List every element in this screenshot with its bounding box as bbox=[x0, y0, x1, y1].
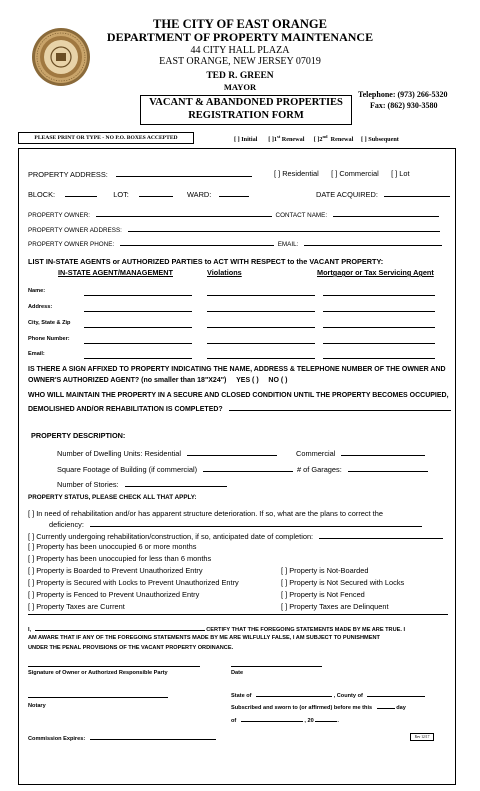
telephone: Telephone: (973) 266-5320 bbox=[358, 90, 448, 99]
city-seal-logo bbox=[31, 27, 91, 87]
commercial-checkbox[interactable]: [ ] Commercial bbox=[331, 169, 379, 178]
rehab-underway-checkbox[interactable]: [ ] Currently undergoing rehabilitation/construction, if so, anticipated date of completion: bbox=[28, 532, 314, 541]
state-field[interactable] bbox=[256, 691, 332, 697]
sign-no-checkbox[interactable]: NO ( ) bbox=[268, 377, 288, 384]
agent-row-label: Email: bbox=[28, 351, 45, 357]
contact-name-label: CONTACT NAME: bbox=[275, 212, 328, 219]
initial-checkbox[interactable]: [ ] Initial bbox=[234, 136, 258, 144]
date-acquired-field[interactable] bbox=[384, 189, 450, 197]
county-field[interactable] bbox=[367, 691, 425, 697]
date-acquired-row bbox=[316, 189, 450, 199]
contact-name-field[interactable] bbox=[333, 209, 439, 217]
owner-field[interactable] bbox=[96, 209, 272, 217]
deficiency-label: deficiency: bbox=[49, 520, 84, 529]
owner-label: PROPERTY OWNER: bbox=[28, 212, 91, 219]
print-instruction: PLEASE PRINT OR TYPE - NO P.O. BOXES ACCEPTED bbox=[18, 132, 194, 144]
agents-heading: LIST IN-STATE AGENTS or AUTHORIZED PARTIES to ACT WITH RESPECT to the VACANT PROPERTY: bbox=[28, 257, 384, 266]
garages-row bbox=[297, 464, 428, 474]
agent-field-line[interactable] bbox=[84, 358, 192, 359]
sign-question-line1: IS THERE A SIGN AFFIXED TO PROPERTY INDICATING THE NAME, ADDRESS & TELEPHONE NUMBER OF THE OWNER AND bbox=[28, 366, 446, 373]
boarded-checkbox[interactable]: [ ] Property is Boarded to Prevent Unauthorized Entry bbox=[28, 566, 203, 575]
garages-label: # of Garages: bbox=[297, 465, 342, 474]
mayor-name: TED R. GREEN bbox=[206, 71, 274, 81]
deficiency-row bbox=[49, 519, 422, 529]
certifier-name-field[interactable] bbox=[35, 625, 205, 631]
residential-checkbox[interactable]: [ ] Residential bbox=[274, 169, 319, 178]
owner-address-label: PROPERTY OWNER ADDRESS: bbox=[28, 227, 122, 234]
lot-label: LOT: bbox=[113, 190, 129, 199]
sworn-row: Subscribed and sworn to (or affirmed) before me this day bbox=[231, 705, 406, 711]
residential-units-field[interactable] bbox=[187, 448, 277, 456]
agents-col-violations: Violations bbox=[207, 268, 242, 277]
square-footage-row bbox=[57, 464, 293, 474]
unoccupied-less6-checkbox[interactable]: [ ] Property has been unoccupied for less than 6 months bbox=[28, 554, 212, 563]
dwelling-units-label: Number of Dwelling Units: Residential bbox=[57, 449, 182, 458]
owner-address-row bbox=[28, 224, 440, 234]
email-label: EMAIL: bbox=[277, 241, 299, 248]
date-label: Date bbox=[231, 670, 244, 676]
sign-yes-checkbox[interactable]: YES ( ) bbox=[236, 377, 259, 384]
year-field[interactable] bbox=[315, 716, 337, 722]
owner-signature-line[interactable] bbox=[28, 666, 200, 667]
form-title-box bbox=[140, 95, 352, 125]
stories-row bbox=[57, 479, 227, 489]
mortgagor-field-line[interactable] bbox=[323, 343, 435, 344]
status-heading: PROPERTY STATUS, PLEASE CHECK ALL THAT APPLY: bbox=[28, 494, 197, 501]
certification-line3: UNDER THE PENAL PROVISIONS OF THE VACANT PROPERTY ORDINANCE. bbox=[28, 645, 234, 651]
agent-field-line[interactable] bbox=[84, 311, 192, 312]
owner-signature-label: Signature of Owner or Authorized Responsible Party bbox=[28, 670, 168, 676]
form-title-line1: VACANT & ABANDONED PROPERTIES bbox=[149, 97, 343, 108]
agents-col-instate: IN-STATE AGENT/MANAGEMENT bbox=[58, 268, 173, 277]
maintainer-field[interactable] bbox=[229, 403, 451, 411]
unoccupied-6plus-checkbox[interactable]: [ ] Property has been unoccupied 6 or more months bbox=[28, 542, 197, 551]
garages-field[interactable] bbox=[348, 464, 428, 472]
notary-signature-line[interactable] bbox=[28, 697, 168, 698]
block-label: BLOCK: bbox=[28, 190, 56, 199]
commission-expires-field[interactable] bbox=[90, 734, 216, 740]
agent-row-label: Address: bbox=[28, 304, 53, 310]
section-divider bbox=[28, 614, 448, 615]
address-line-2: EAST ORANGE, NEW JERSEY 07019 bbox=[159, 56, 321, 67]
taxes-current-checkbox[interactable]: [ ] Property Taxes are Current bbox=[28, 602, 125, 611]
date-acquired-label: DATE ACQUIRED: bbox=[316, 190, 378, 199]
square-footage-field[interactable] bbox=[203, 464, 293, 472]
certification-line1: I, CERTIFY THAT THE FOREGOING STATEMENTS MADE BY ME ARE TRUE. I bbox=[28, 627, 406, 633]
property-type-row bbox=[274, 169, 410, 178]
mortgagor-field-line[interactable] bbox=[323, 311, 435, 312]
block-field[interactable] bbox=[65, 189, 97, 197]
fenced-checkbox[interactable]: [ ] Property is Fenced to Prevent Unauthorized Entry bbox=[28, 590, 200, 599]
agent-row-label: Name: bbox=[28, 288, 46, 294]
agent-row-label: City, State & Zip bbox=[28, 320, 71, 326]
rehab-underway-row bbox=[28, 531, 443, 541]
stories-field[interactable] bbox=[125, 479, 227, 487]
maintain-question-line1: WHO WILL MAINTAIN THE PROPERTY IN A SECURE AND CLOSED CONDITION UNTIL THE PROPERTY BECOMES OCCUPIED, bbox=[28, 392, 449, 399]
square-footage-label: Square Footage of Building (if commercial) bbox=[57, 465, 198, 474]
day-field[interactable] bbox=[377, 703, 395, 709]
property-address-field[interactable] bbox=[116, 169, 252, 177]
agent-field-line[interactable] bbox=[84, 295, 192, 296]
property-address-label: PROPERTY ADDRESS: bbox=[28, 170, 108, 179]
department-name: DEPARTMENT OF PROPERTY MAINTENANCE bbox=[106, 30, 374, 44]
stories-label: Number of Stories: bbox=[57, 480, 119, 489]
notary-label: Notary bbox=[28, 703, 46, 709]
mortgagor-field-line[interactable] bbox=[323, 295, 435, 296]
revision-code: Rev 12/17 bbox=[410, 733, 434, 741]
commercial-units-field[interactable] bbox=[341, 448, 425, 456]
fax: Fax: (862) 930-3580 bbox=[370, 101, 438, 110]
taxes-delinquent-checkbox[interactable]: [ ] Property Taxes are Delinquent bbox=[281, 602, 389, 611]
property-owner-row bbox=[28, 209, 439, 219]
of-year-row: of , 20 . bbox=[231, 718, 339, 724]
not-boarded-checkbox[interactable]: [ ] Property is Not-Boarded bbox=[281, 566, 369, 575]
violations-field-line[interactable] bbox=[207, 295, 315, 296]
second-renewal-checkbox[interactable]: [ ]2nd Renewal bbox=[313, 134, 354, 144]
sign-question-line2: OWNER'S AUTHORIZED AGENT? (no smaller than 18"X24") YES ( ) NO ( ) bbox=[28, 377, 288, 384]
violations-field-line[interactable] bbox=[207, 358, 315, 359]
form-title-line2: REGISTRATION FORM bbox=[188, 110, 304, 121]
date-signature-line[interactable] bbox=[231, 666, 322, 667]
commission-row: Commission Expires: bbox=[28, 734, 216, 742]
agents-col-mortgagor: Mortgagor or Tax Servicing Agent bbox=[317, 268, 434, 277]
maintain-question-line2: DEMOLISHED AND/OR REHABILITATION IS COMPLETED? bbox=[28, 403, 451, 413]
state-county-row: State of , County of bbox=[231, 691, 425, 699]
owner-phone-row bbox=[28, 238, 442, 248]
not-fenced-checkbox[interactable]: [ ] Property is Not Fenced bbox=[281, 590, 365, 599]
agent-row-label: Phone Number: bbox=[28, 336, 70, 342]
mortgagor-field-line[interactable] bbox=[323, 358, 435, 359]
completion-date-field[interactable] bbox=[319, 531, 443, 539]
need-rehab-checkbox[interactable]: [ ] In need of rehabilitation and/or has apparent structure deterioration. If so, what are the plans to correct the bbox=[28, 509, 383, 518]
block-lot-ward-row bbox=[28, 189, 249, 199]
secured-locks-checkbox[interactable]: [ ] Property is Secured with Locks to Prevent Unauthorized Entry bbox=[28, 578, 239, 587]
first-renewal-checkbox[interactable]: [ ]1st Renewal bbox=[268, 134, 305, 144]
subsequent-checkbox[interactable]: [ ] Subsequent bbox=[361, 136, 399, 144]
violations-field-line[interactable] bbox=[207, 311, 315, 312]
not-secured-checkbox[interactable]: [ ] Property is Not Secured with Locks bbox=[281, 578, 405, 587]
mayor-title: MAYOR bbox=[223, 82, 257, 92]
violations-field-line[interactable] bbox=[207, 343, 315, 344]
commercial-units-label: Commercial bbox=[296, 449, 336, 458]
agent-field-line[interactable] bbox=[84, 343, 192, 344]
ward-label: WARD: bbox=[186, 190, 212, 199]
lot-field[interactable] bbox=[139, 189, 173, 197]
registration-type-row bbox=[234, 134, 399, 143]
month-field[interactable] bbox=[241, 716, 303, 722]
commercial-units-row bbox=[296, 448, 425, 458]
agent-field-line[interactable] bbox=[84, 327, 192, 328]
lot-checkbox[interactable]: [ ] Lot bbox=[391, 169, 410, 178]
dwelling-units-row bbox=[57, 448, 277, 458]
property-address-row bbox=[28, 169, 252, 179]
email-field[interactable] bbox=[304, 238, 442, 246]
deficiency-field[interactable] bbox=[90, 519, 422, 527]
address-line-1: 44 CITY HALL PLAZA bbox=[190, 45, 290, 56]
owner-phone-label: PROPERTY OWNER PHONE: bbox=[28, 241, 115, 248]
violations-field-line[interactable] bbox=[207, 327, 315, 328]
mortgagor-field-line[interactable] bbox=[323, 327, 435, 328]
owner-address-field[interactable] bbox=[128, 224, 440, 232]
owner-phone-field[interactable] bbox=[120, 238, 274, 246]
description-heading: PROPERTY DESCRIPTION: bbox=[31, 431, 126, 440]
city-title: THE CITY OF EAST ORANGE bbox=[153, 17, 327, 31]
ward-field[interactable] bbox=[219, 189, 249, 197]
certification-line2: AM AWARE THAT IF ANY OF THE FOREGOING STATEMENTS MADE BY ME ARE WILFULLY FALSE, I AM SUBJECT TO PUNISHMENT bbox=[28, 635, 380, 641]
